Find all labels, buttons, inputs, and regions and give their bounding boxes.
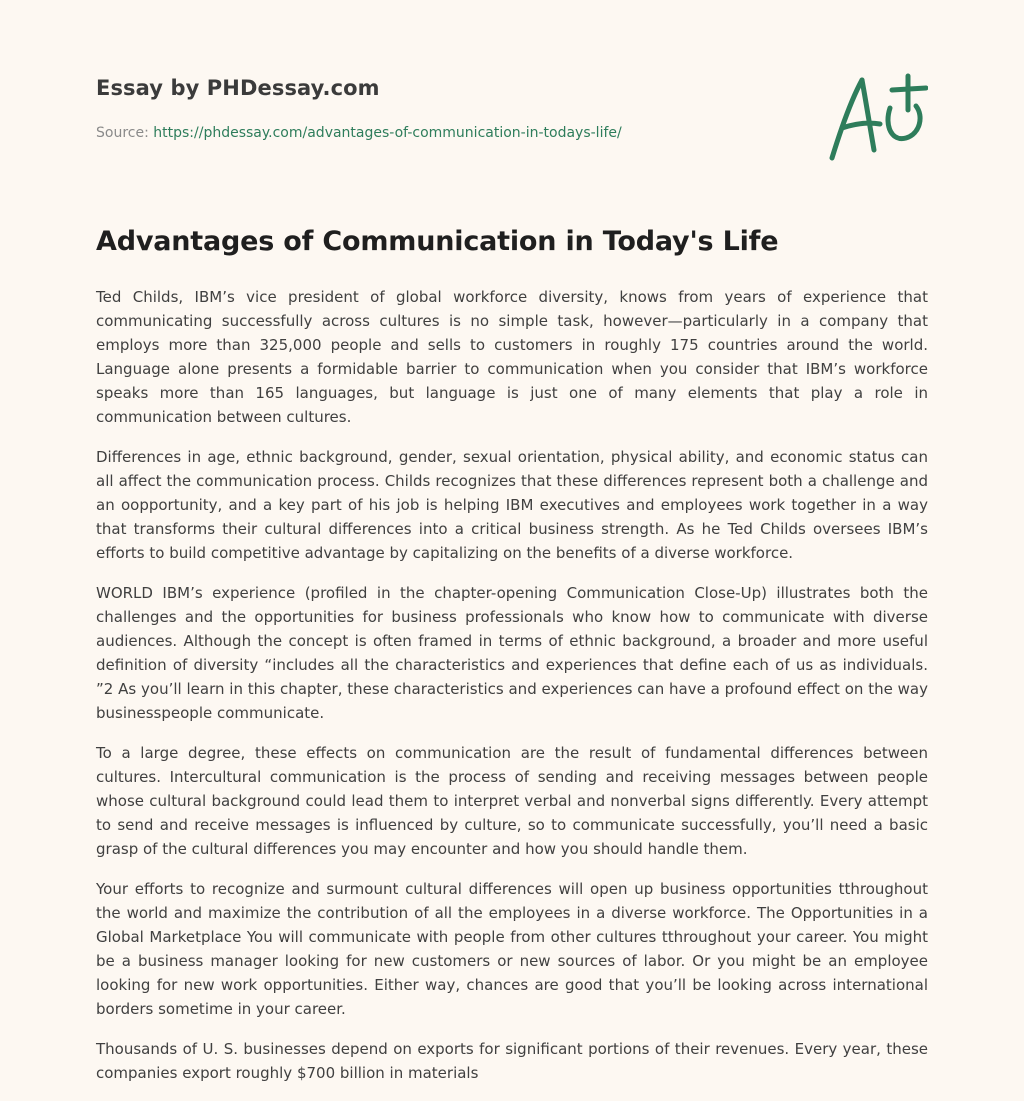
essay-paragraph: To a large degree, these effects on communication are the result of fundamental differences between cultures. Intercultural communication is the process of sending and receiving messages between people whose cultural background could lead them to interpret verbal and nonverbal signs differently. Every attempt to send and receive messages is influenced by culture, so to communicate successfully, you’ll need a basic grasp of the cultural differences you may encounter and how you should handle them. <box>96 744 928 858</box>
essay-paragraph: Thousands of U. S. businesses depend on exports for significant portions of their revenues. Every year, these companies export roughly $700 billion in materials <box>96 1040 928 1082</box>
a-plus-logo-icon <box>828 72 928 164</box>
essay-paragraph: Your efforts to recognize and surmount cultural differences will open up business opportunities tthroughout the world and maximize the contribution of all the employees in a diverse workforce. The Opportunities in a Global Marketplace You will communicate with people from other cultures tthroughout your career. You might be a business manager looking for new customers or new sources of labor. Or you might be an employee looking for new work opportunities. Either way, chances are good that you’ll be looking across international borders sometime in your career. <box>96 880 928 1018</box>
essay-body <box>96 285 928 1101</box>
source-link[interactable]: https://phdessay.com/advantages-of-communication-in-todays-life/ <box>153 125 622 141</box>
essay-title: Advantages of Communication in Today's Life <box>96 226 779 257</box>
essay-paragraph: Ted Childs, IBM’s vice president of global workforce diversity, knows from years of experience that communicating successfully across cultures is no simple task, however—particularly in a company that employs more than 325,000 people and sells to customers in roughly 175 countries around the world. Language alone presents a formidable barrier to communication when you consider that IBM’s workforce speaks more than 165 languages, but language is just one of many elements that play a role in communication between cultures. <box>96 288 928 426</box>
essay-page <box>96 0 928 1082</box>
source-label: Source: <box>96 125 149 141</box>
essay-paragraph: WORLD IBM’s experience (profiled in the chapter-opening Communication Close-Up) illustrates both the challenges and the opportunities for business professionals who know how to communicate with diverse audiences. Although the concept is often framed in terms of ethnic background, a broader and more useful definition of diversity “includes all the characteristics and experiences that define each of us as individuals. ”2 As you’ll learn in this chapter, these characteristics and experiences can have a profound effect on the way businesspeople communicate. <box>96 584 928 722</box>
page-header <box>96 72 928 182</box>
site-brand: Essay by PHDessay.com <box>96 76 380 100</box>
essay-paragraph: Differences in age, ethnic background, gender, sexual orientation, physical ability, and economic status can all affect the communication process. Childs recognizes that these differences represent both a challenge and an oopportunity, and a key part of his job is helping IBM executives and employees work together in a way that transforms their cultural differences into a critical business strength. As he Ted Childs oversees IBM’s efforts to build competitive advantage by capitalizing on the benefits of a diverse workforce. <box>96 448 928 562</box>
source-line <box>96 125 622 141</box>
